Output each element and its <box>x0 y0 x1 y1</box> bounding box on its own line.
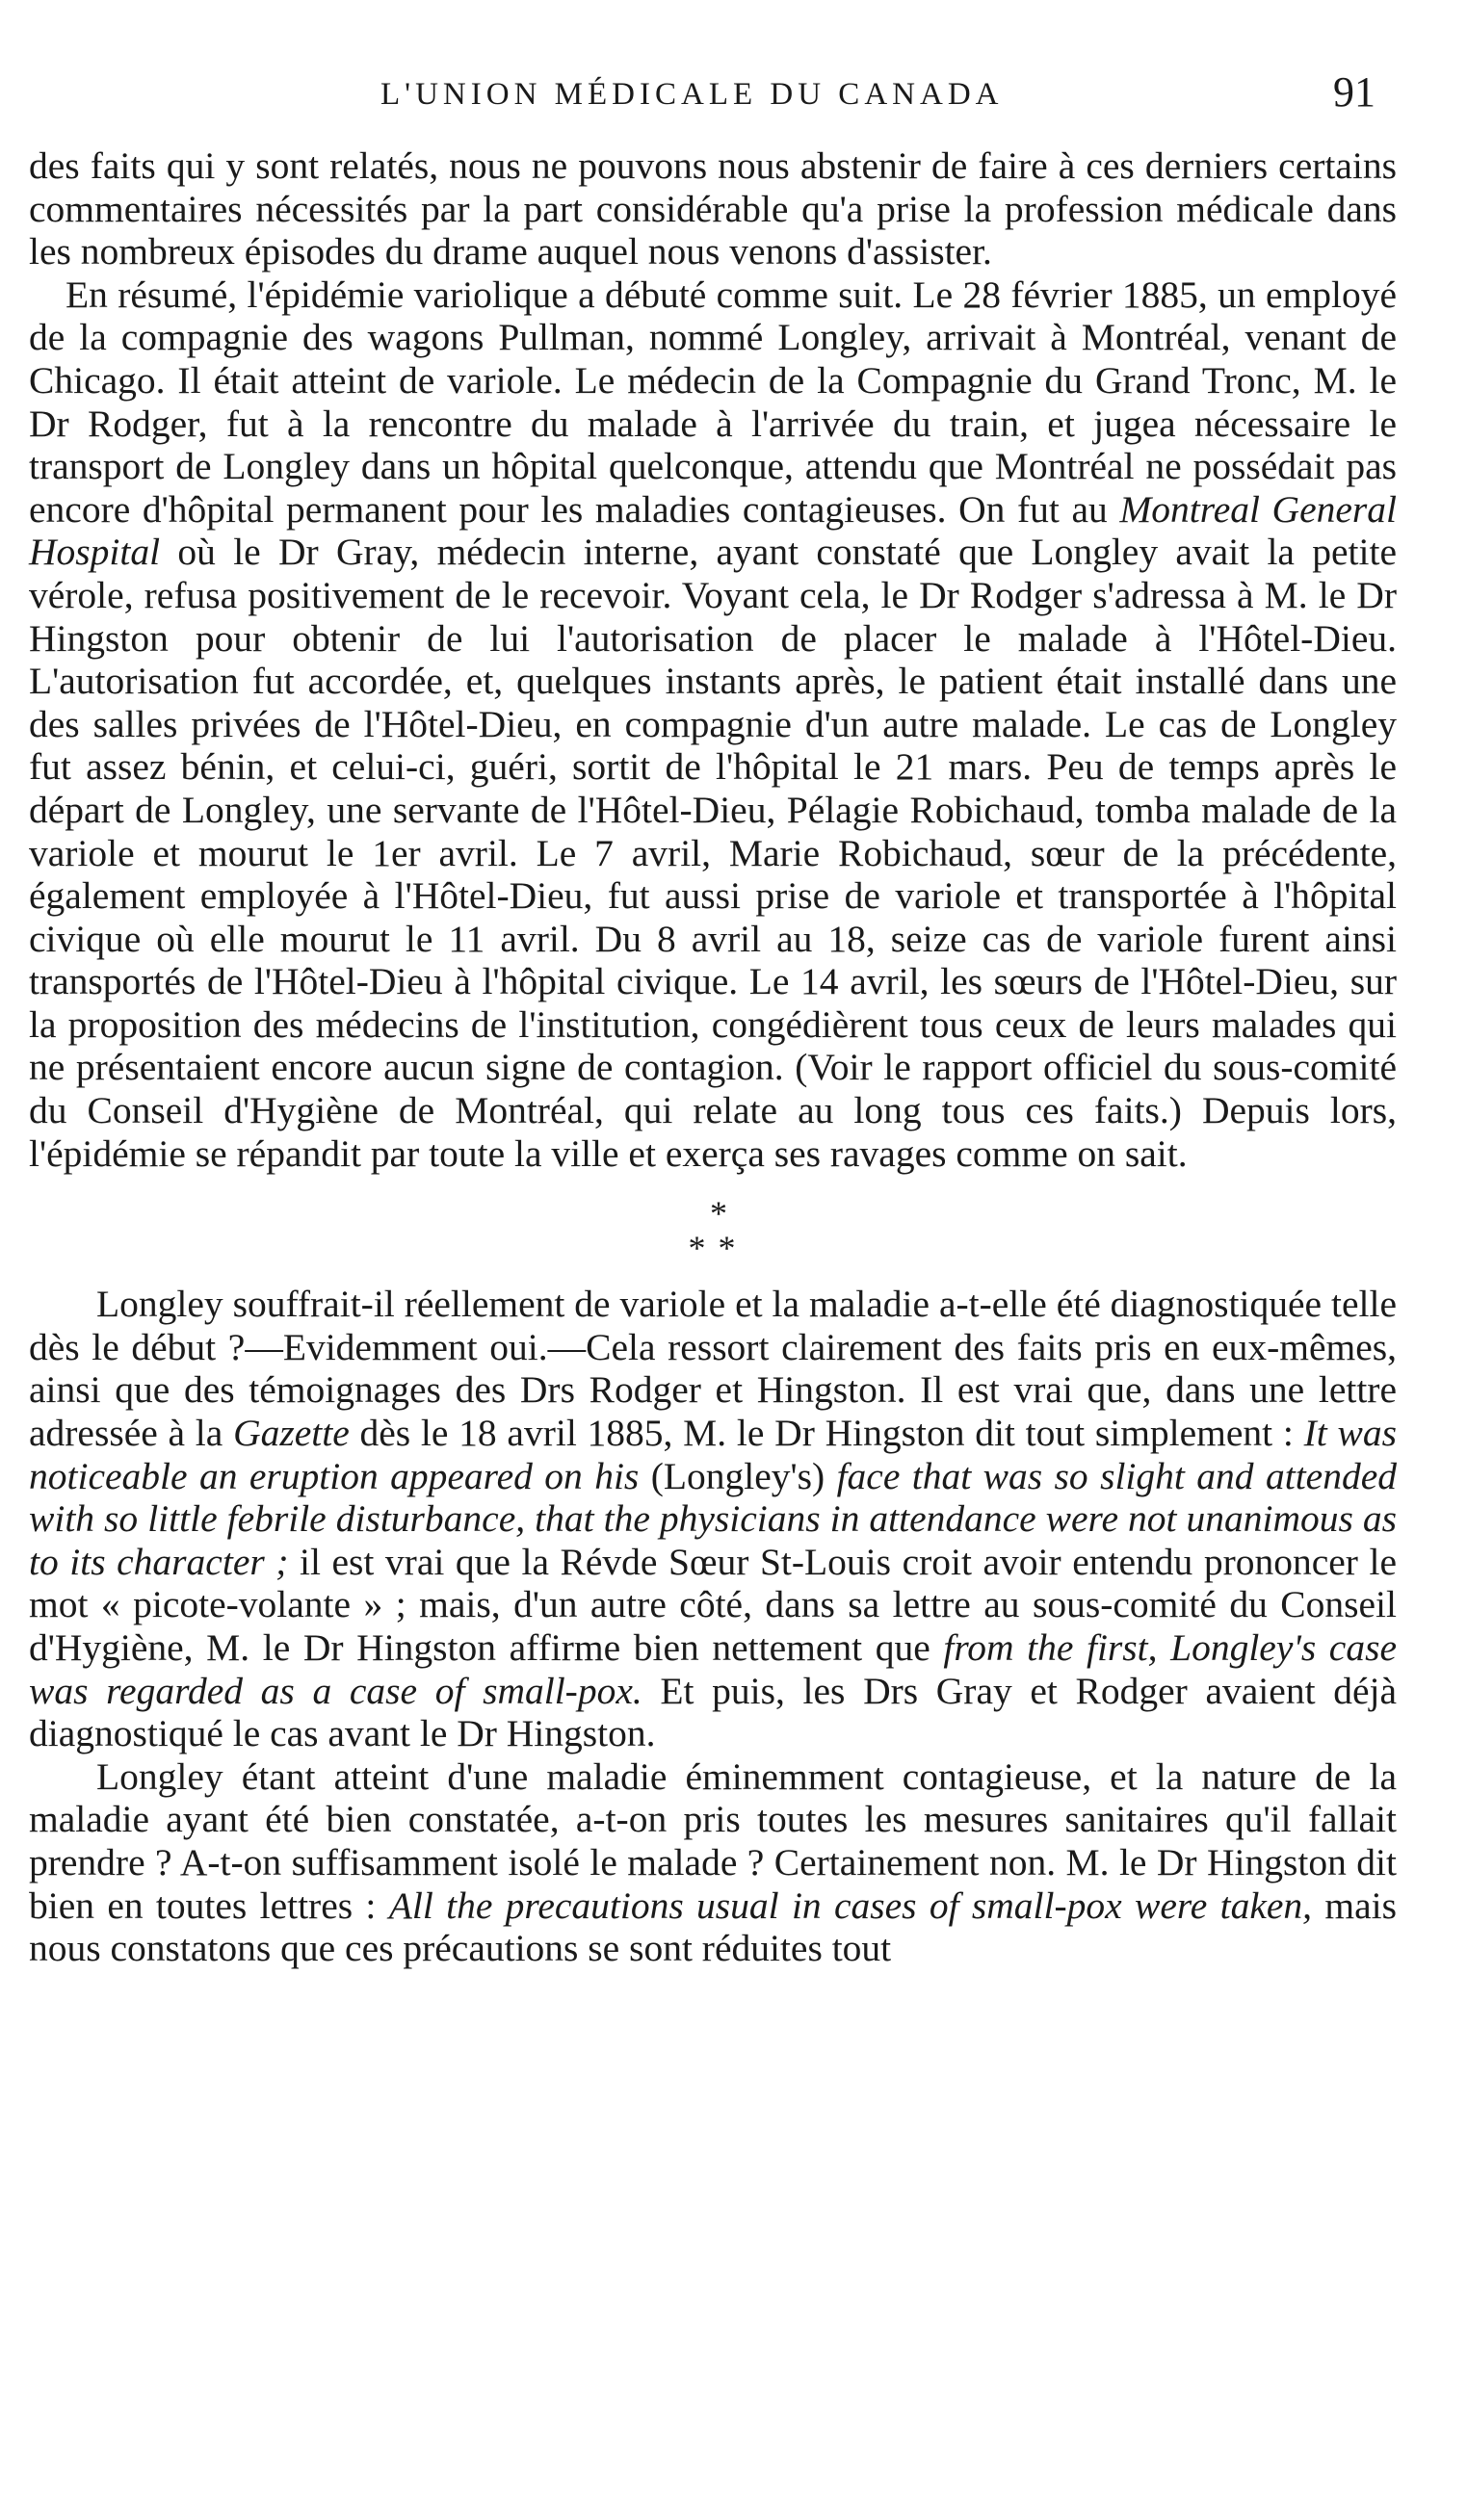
paragraph-diagnosis <box>29 1283 1397 1755</box>
article-body <box>29 144 1397 1970</box>
italic-gazette: Gazette <box>233 1412 350 1455</box>
text-run: Et puis, les Drs Gray et Rodger avaient déjà diagnostiqué le cas avant le Dr Hingston. <box>29 1669 1397 1755</box>
text-run: En résumé, l'épidémie variolique a débuté comme suit. Le 28 février 1885, un employé de la compagnie des wagons Pullman, nommé Longley, arrivait à Montréal, venant de Chicago. Il était atteint de variole. Le médecin de la Compagnie du Grand Tronc, M. le Dr Rodger, fut à la rencontre du malade à l'arrivée du train, et jugea nécessaire le transport de Longley dans un hôpital quelconque, attendu que Montréal ne possédait pas encore d'hôpital permanent pour les maladies contagieuses. On fut au <box>29 273 1397 531</box>
asterism-top: * <box>710 1194 729 1234</box>
asterism-bottom: * * <box>688 1229 738 1268</box>
paragraph-precautions <box>29 1755 1397 1970</box>
italic-hospital-name: Montreal General Hospital <box>29 487 1397 574</box>
page-number: 91 <box>1333 68 1375 116</box>
running-title: L'UNION MÉDICALE DU CANADA <box>380 77 1004 112</box>
italic-quote: It was noticeable an eruption appeared on his <box>29 1412 1397 1497</box>
text-run: où le Dr Gray, médecin interne, ayant constaté que Longley avait la petite vérole, refusa positivement de le recevoir. Voyant cela, le Dr Rodger s'adressa à M. le Dr Hingston pour obtenir de lui l'autorisation de placer le malade à l'Hôtel-Dieu. L'autorisation fut accordée, et, quelques instants après, le patient était installé dans une des salles privées de l'Hôtel-Dieu, en compagnie d'un autre malade. Le cas de Longley fut assez bénin, et celui-ci, guéri, sortit de l'hôpital le 21 mars. Peu de temps après le départ de Longley, une servante de l'Hôtel-Dieu, Pélagie Robichaud, tomba malade de la variole et mourut le 1er avril. Le 7 avril, Marie Robichaud, sœur de la précédente, également employée à l'Hôtel-Dieu, fut aussi prise de variole et transportée à l'hôpital civique où elle mourut le 11 avril. Du 8 avril au 18, seize cas de variole furent ainsi transportés de l'Hôtel-Dieu à l'hôpital civique. Le 14 avril, les sœurs de l'Hôtel-Dieu, sur la proposition des médecins de l'institution, congédièrent tous ceux de leurs malades qui ne présentaient encore aucun signe de contagion. (Voir le rapport officiel du sous-comité du Conseil d'Hygiène de Montréal, qui relate au long tous ces faits.) Depuis lors, l'épidémie se répandit par toute la ville et exerça ses ravages comme on sait. <box>29 531 1397 1175</box>
text-run: il est vrai que la Révde Sœur St-Louis croit avoir entendu prononcer le mot « picote-volante » ; mais, d'un autre côté, dans sa lettre au sous-comité du Conseil d'Hygiène, M. le Dr Hingston affirme bien nettement que <box>29 1540 1398 1669</box>
section-break-asterism <box>29 1175 1397 1283</box>
text-run: (Longley's) <box>639 1454 837 1497</box>
text-run: mais nous constatons que ces précautions se sont réduites tout <box>29 1884 1397 1970</box>
paragraph-continuation: des faits qui y sont relatés, nous ne pouvons nous abstenir de faire à ces derniers certains commentaires nécessités par la part considérable qu'a prise la profession médicale dans les nombreux épisodes du drame auquel nous venons d'assister. <box>29 144 1397 273</box>
text-run: Longley étant atteint d'une maladie éminemment contagieuse, et la nature de la maladie ayant été bien constatée, a-t-on pris toutes les mesures sanitaires qu'il fallait prendre ? A-t-on suffisamment isolé le malade ? Certainement non. M. le Dr Hingston dit bien en toutes lettres : <box>29 1754 1397 1927</box>
italic-quote: from the first, Longley's case was regarded as a case of small-pox. <box>29 1626 1397 1712</box>
page-header <box>0 67 1467 125</box>
italic-quote: face that was so slight and attended with so little febrile disturbance, that the physicians in attendance were not unanimous as to its character ; <box>29 1454 1397 1583</box>
text-run: dès le 18 avril 1885, M. le Dr Hingston dit tout simplement : <box>349 1412 1304 1455</box>
paragraph-summary <box>29 273 1397 1175</box>
text-run: Longley souffrait-il réellement de variole et la maladie a-t-elle été diagnostiquée telle dès le début ?—Evidemment oui.—Cela ressort clairement des faits pris en eux-mêmes, ainsi que des témoignages des Drs Rodger et Hingston. Il est vrai que, dans une lettre adressée à la <box>29 1283 1397 1455</box>
italic-quote: All the precautions usual in cases of small-pox were taken, <box>388 1884 1313 1927</box>
